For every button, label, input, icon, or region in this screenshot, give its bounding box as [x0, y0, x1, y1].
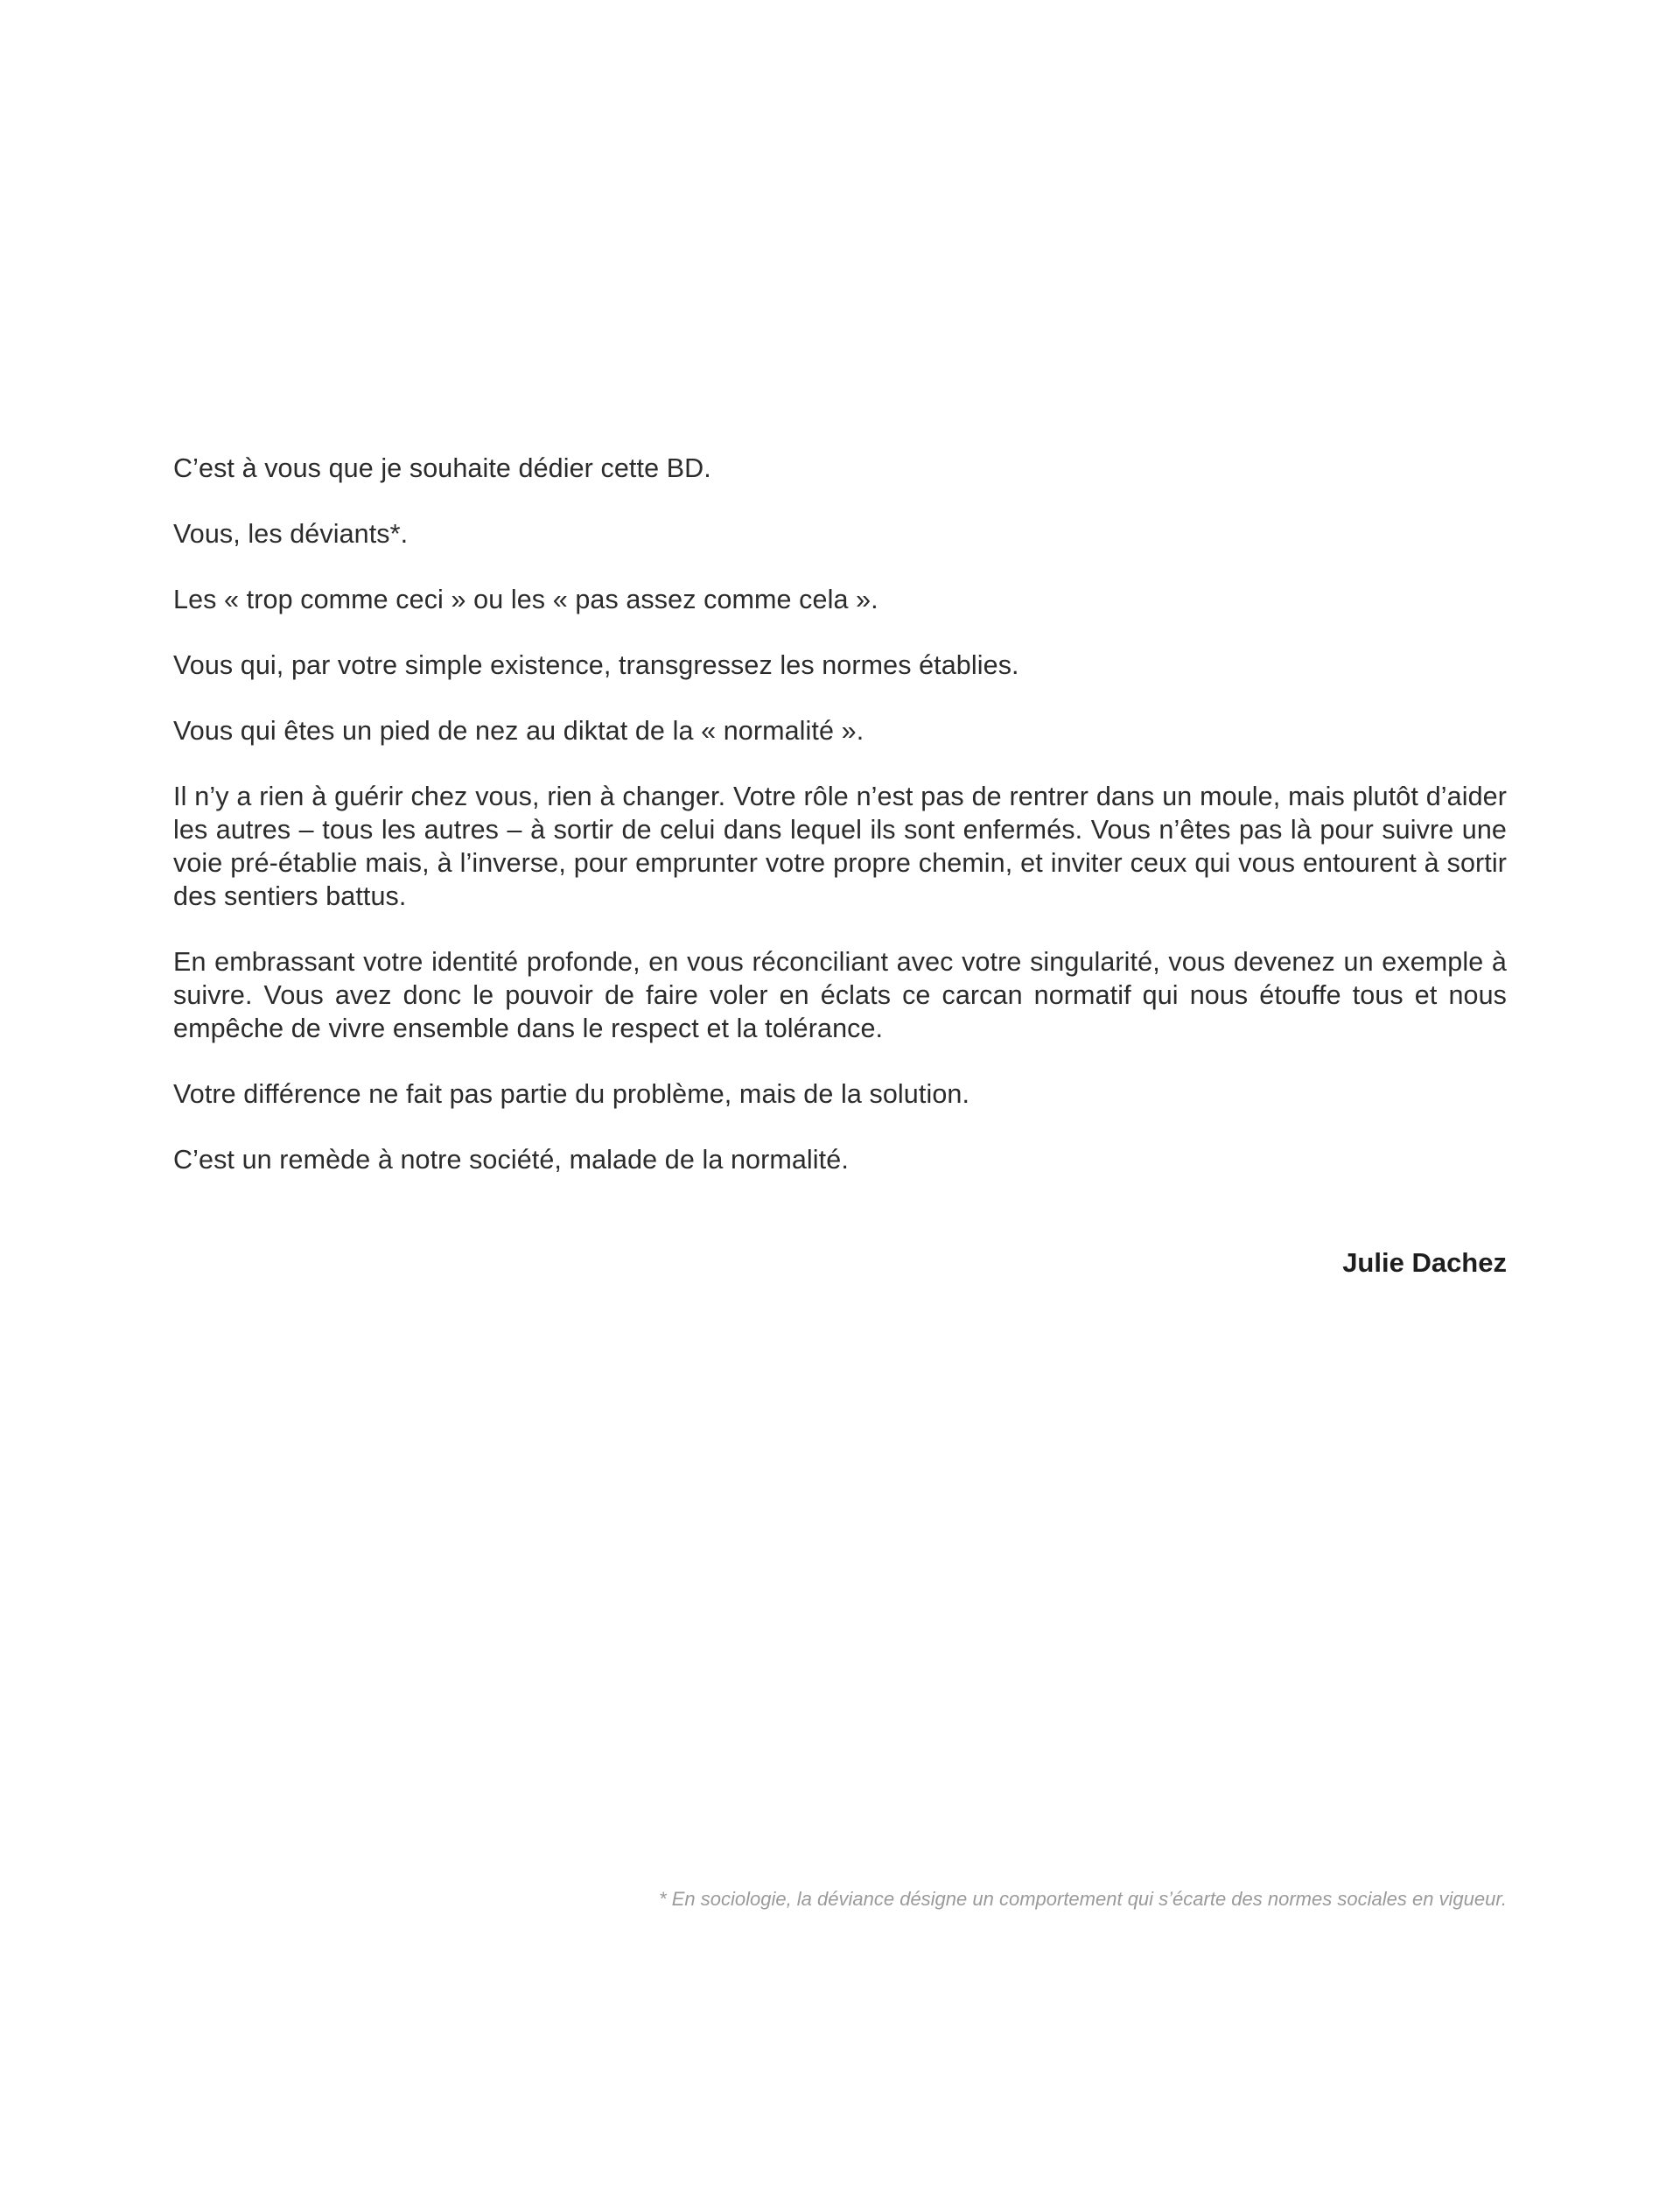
footnote: * En sociologie, la déviance désigne un comportement qui s’écarte des normes sociales en vigueur. [659, 1888, 1507, 1910]
paragraph: Vous qui, par votre simple existence, transgressez les normes établies. [173, 650, 1019, 680]
dedication-text [173, 452, 1507, 1209]
paragraph: Il n’y a rien à guérir chez vous, rien à changer. Votre rôle n’est pas de rentrer dans un moule, mais plutôt d’aider les autres – tous les autres – à sortir de celui dans lequel ils sont enfermés. Vous n’êtes pas là pour suivre une voie pré-établie mais, à l’inverse, pour emprunter votre propre chemin, et inviter ceux qui vous entourent à sortir des sentiers battus. [173, 782, 1507, 911]
paragraph: Votre différence ne fait pas partie du problème, mais de la solution. [173, 1079, 970, 1109]
paragraph: C’est un remède à notre société, malade de la normalité. [173, 1145, 849, 1175]
author-signature: Julie Dachez [1342, 1247, 1507, 1278]
paragraph: Les « trop comme ceci » ou les « pas assez comme cela ». [173, 585, 878, 614]
paragraph: C’est à vous que je souhaite dédier cette BD. [173, 453, 711, 483]
paragraph: En embrassant votre identité profonde, en vous réconciliant avec votre singularité, vous devenez un exemple à suivre. Vous avez donc le pouvoir de faire voler en éclats ce carcan normatif qui nous étouffe tous et nous empêche de vivre ensemble dans le respect et la tolérance. [173, 947, 1507, 1043]
paragraph: Vous, les déviants*. [173, 519, 409, 549]
paragraph: Vous qui êtes un pied de nez au diktat de la « normalité ». [173, 716, 864, 746]
